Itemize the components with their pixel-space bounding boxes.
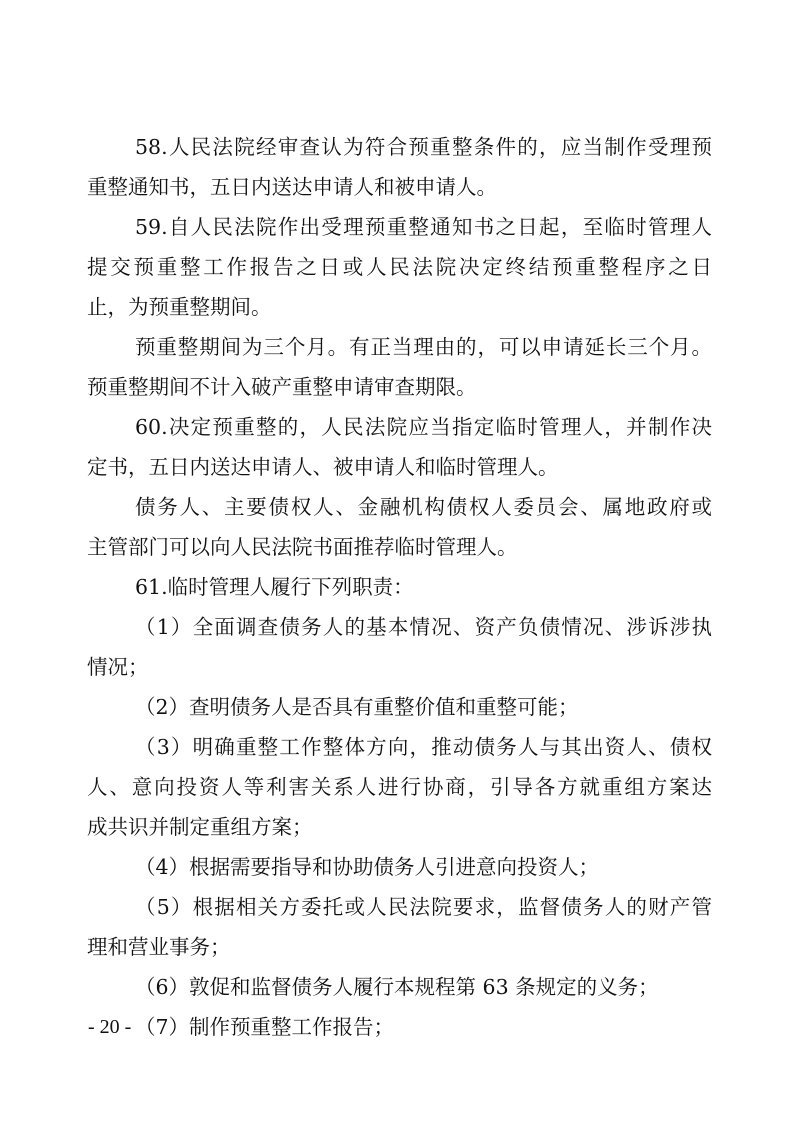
text-line: （3）明确重整工作整体方向，推动债务人与其出资人、债权 — [135, 735, 712, 759]
text-line: 理和营业事务； — [87, 935, 231, 959]
text-line: （7）制作预重整工作报告； — [135, 1015, 395, 1039]
text-line: 债务人、主要债权人、金融机构债权人委员会、属地政府或 — [135, 495, 712, 519]
text-line: 提交预重整工作报告之日或人民法院决定终结预重整程序之日 — [87, 255, 712, 279]
text-line: （1）全面调查债务人的基本情况、资产负债情况、涉诉涉执 — [135, 615, 712, 639]
text-line: 情况； — [87, 655, 149, 679]
text-line: 预重整期间不计入破产重整申请审查期限。 — [87, 375, 477, 399]
text-line: （6）敦促和监督债务人履行本规程第 63 条规定的义务； — [135, 975, 659, 999]
text-line: 59.自人民法院作出受理预重整通知书之日起，至临时管理人 — [135, 215, 712, 239]
text-line: 定书，五日内送达申请人、被申请人和临时管理人。 — [87, 455, 559, 479]
text-line: （4）根据需要指导和协助债务人引进意向投资人； — [135, 855, 600, 879]
text-line: 预重整期间为三个月。有正当理由的，可以申请延长三个月。 — [135, 335, 712, 359]
text-line: 60.决定预重整的，人民法院应当指定临时管理人，并制作决 — [135, 415, 712, 439]
page-number: - 20 - — [88, 1016, 132, 1038]
text-line: （5）根据相关方委托或人民法院要求，监督债务人的财产管 — [135, 895, 712, 919]
text-line: 61.临时管理人履行下列职责： — [135, 575, 414, 599]
text-line: 止，为预重整期间。 — [87, 295, 272, 319]
text-line: （2）查明债务人是否具有重整价值和重整可能； — [135, 695, 579, 719]
text-line: 成共识并制定重组方案； — [87, 815, 313, 839]
text-line: 重整通知书，五日内送达申请人和被申请人。 — [87, 175, 497, 199]
text-line: 主管部门可以向人民法院书面推荐临时管理人。 — [87, 535, 518, 559]
text-line: 人、意向投资人等利害关系人进行协商，引导各方就重组方案达 — [87, 775, 712, 799]
text-line: 58.人民法院经审查认为符合预重整条件的，应当制作受理预 — [135, 135, 712, 159]
